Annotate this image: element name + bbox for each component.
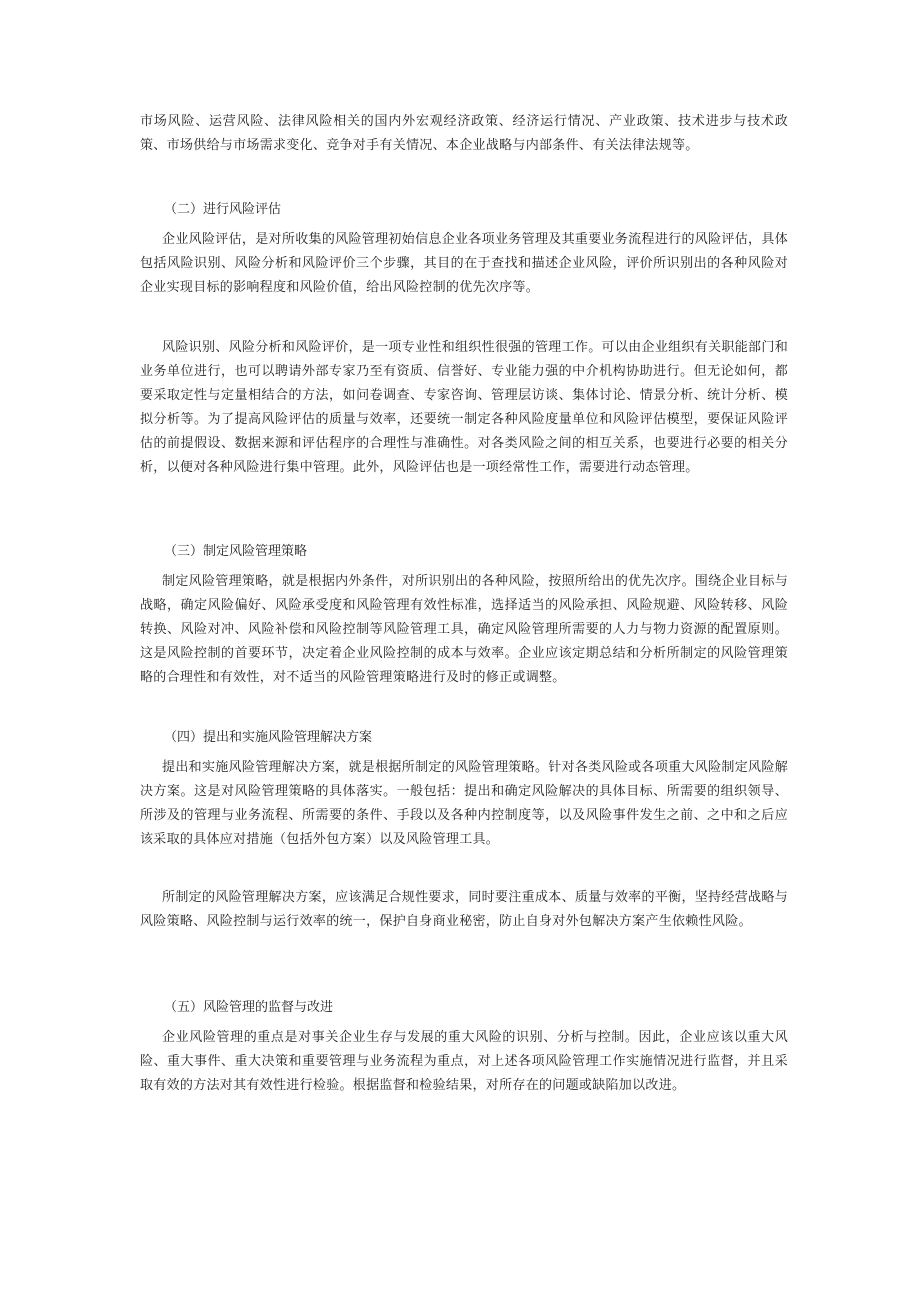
section-5-paragraph: 企业风险管理的重点是对事关企业生存与发展的重大风险的识别、分析与控制。因此，企业应该以重大风险、重大事件、重大决策和重要管理与业务流程为重点，对上述各项风险管理工作实施情况进行监督，并且采取有效的方法对其有效性进行检验。根据监督和检验结果，对所存在的问题或缺陷加以改进。 [140,1030,788,1093]
intro-paragraph: 市场风险、运营风险、法律风险相关的国内外宏观经济政策、经济运行情况、产业政策、技术进步与技术政策、市场供给与市场需求变化、竞争对手有关情况、本企业战略与内部条件、有关法律法规等。 [140,114,788,153]
section-4-paragraph-2: 所制定的风险管理解决方案，应该满足合规性要求，同时要注重成本、质量与效率的平衡，坚持经营战略与风险策略、风险控制与运行效率的统一，保护自身商业秘密，防止自身对外包解决方案产生依赖性风险。 [140,890,788,929]
section-heading-4: （四）提出和实施风险管理解决方案 [164,730,373,745]
section-heading-3: （三）制定风险管理策略 [164,544,308,559]
section-heading-5: （五）风险管理的监督与改进 [164,1000,334,1015]
section-4-paragraph-1: 提出和实施风险管理解决方案，就是根据所制定的风险管理策略。针对各类风险或各项重大风险制定风险解决方案。这是对风险管理策略的具体落实。一般包括：提出和确定风险解决的具体目标、所需要的组织领导、所涉及的管理与业务流程、所需要的条件、手段以及各种内控制度等，以及风险事件发生之前、之中和之后应该采取的具体应对措施（包括外包方案）以及风险管理工具。 [140,760,788,847]
section-2-paragraph-2: 风险识别、风险分析和风险评价，是一项专业性和组织性很强的管理工作。可以由企业组织有关职能部门和业务单位进行，也可以聘请外部专家乃至有资质、信誉好、专业能力强的中介机构协助进行。但无论如何，都要采取定性与定量相结合的方法，如问卷调查、专家咨询、管理层访谈、集体讨论、情景分析、统计分析、模拟分析等。为了提高风险评估的质量与效率，还要统一制定各种风险度量单位和风险评估模型，要保证风险评估的前提假设、数据来源和评估程序的合理性与准确性。对各类风险之间的相互关系，也要进行必要的相关分析，以便对各种风险进行集中管理。此外，风险评估也是一项经常性工作，需要进行动态管理。 [140,340,788,475]
section-heading-2: （二）进行风险评估 [164,202,282,217]
section-3-paragraph: 制定风险管理策略，就是根据内外条件，对所识别出的各种风险，按照所给出的优先次序。围绕企业目标与战略，确定风险偏好、风险承受度和风险管理有效性标准，选择适当的风险承担、风险规避、风险转移、风险转换、风险对冲、风险补偿和风险控制等风险管理工具，确定风险管理所需要的人力与物力资源的配置原则。这是风险控制的首要环节，决定着企业风险控制的成本与效率。企业应该定期总结和分析所制定的风险管理策略的合理性和有效性，对不适当的风险管理策略进行及时的修正或调整。 [140,574,788,685]
section-2-paragraph-1: 企业风险评估，是对所收集的风险管理初始信息企业各项业务管理及其重要业务流程进行的风险评估，具体包括风险识别、风险分析和风险评价三个步骤，其目的在于查找和描述企业风险，评价所识别出的各种风险对企业实现目标的影响程度和风险价值，给出风险控制的优先次序等。 [140,232,788,295]
